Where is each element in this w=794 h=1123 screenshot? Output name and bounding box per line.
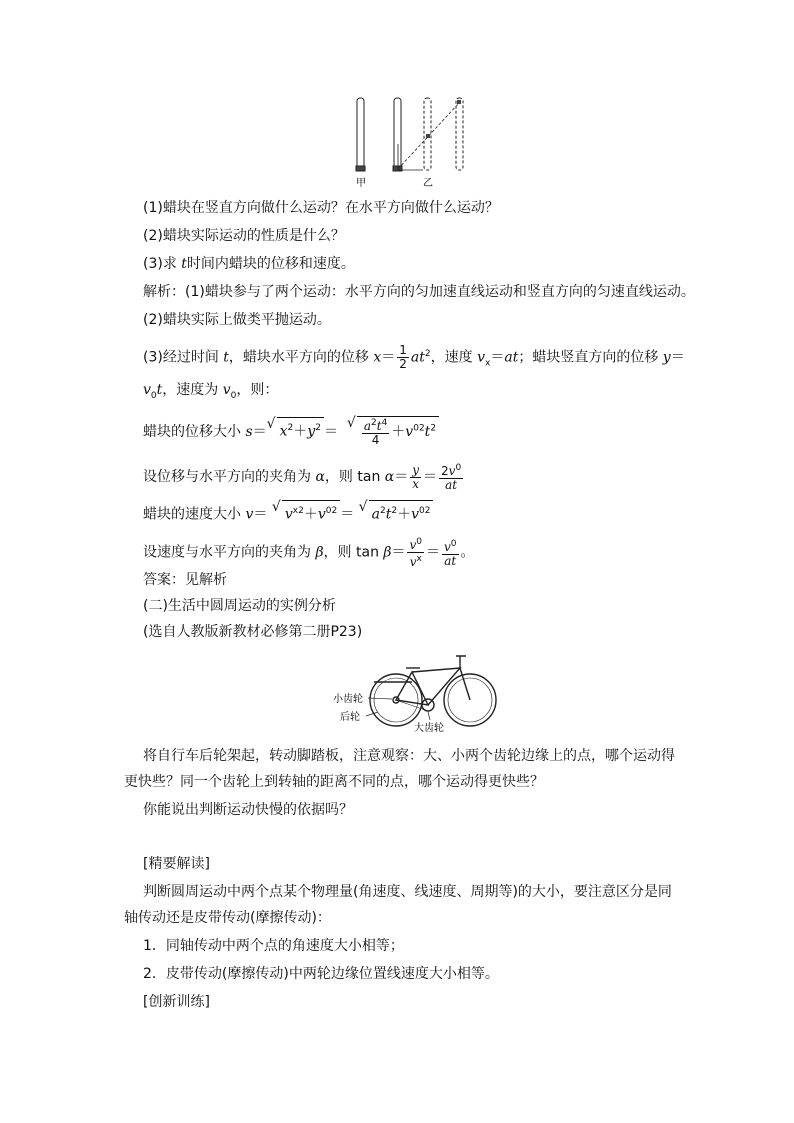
paragraph-3-line2: 轴传动还是皮带传动(摩擦传动)： [124,910,331,926]
section-2-title: (二)生活中圆周运动的实例分析 [143,598,336,614]
analysis-2: (2)蜡块实际上做类平抛运动。 [143,312,331,328]
velocity-angle: 设速度与水平方向的夹角为 β，则 tan β＝ $\frac{v^0}{v^x}$ ＝ $\frac{v^0}{at}$ 。 [143,537,475,569]
label-big-gear: 大齿轮 [414,723,444,734]
list-item-2: 2．皮带传动(摩擦传动)中两轮边缘位置线速度大小相等。 [143,966,499,982]
bicycle-figure [330,650,500,736]
question-1: (1)蜡块在竖直方向做什么运动？在水平方向做什么运动？ [143,200,499,216]
paragraph-3-line1: 判断圆周运动中两个点某个物理量(角速度、线速度、周期等)的大小，要注意区分是同 [143,884,672,900]
heading-chuangxin-xunlian: [创新训练] [143,994,210,1010]
section-2-source: (选自人教版新教材必修第二册P23) [143,624,363,640]
answer-line: 答案：见解析 [143,572,227,588]
label-rear-wheel: 后轮 [340,712,360,723]
label-small-gear: 小齿轮 [333,694,363,705]
question-3: (3)求 t时间内蜡块的位移和速度。 [143,256,355,272]
label-yi: 乙 [423,178,433,189]
analysis-3-line2: $v_0t$，速度为 $v_0$，则： [143,382,279,401]
displacement-angle: 设位移与水平方向的夹角为 α，则 tan α＝ $\frac{y}{x}$ ＝ $\frac{2v^0}{at}$ [143,462,462,492]
paragraph-2: 你能说出判断运动快慢的依据吗？ [143,802,353,818]
paragraph-1-line1: 将自行车后轮架起，转动脚踏板，注意观察：大、小两个齿轮边缘上的点，哪个运动得 [143,748,675,764]
question-2: (2)蜡块实际运动的性质是什么？ [143,228,345,244]
analysis-1: 解析：(1)蜡块参与了两个运动：水平方向的匀加速直线运动和竖直方向的匀速直线运动。 [143,284,695,300]
paragraph-1-line2: 更快些？同一个齿轮上到转轴的距离不同的点，哪个运动得更快些？ [124,774,544,790]
tube-figure [345,94,475,194]
velocity-formula: 蜡块的速度大小 v＝ √ $v^{x2}+v^{02}$ ＝ √ $a^2t^2+v^{02}$ [143,500,433,525]
heading-jingyao-jiedu: [精要解读] [143,856,210,872]
analysis-3-line1: (3)经过时间 t，蜡块水平方向的位移 x＝ $\frac{1}{2}$ $at^2$，速度 $v_x=at$；蜡块竖直方向的位移 y＝ [143,343,685,372]
tube-jia [356,98,365,171]
label-jia: 甲 [356,178,366,189]
displacement-formula: 蜡块的位移大小 s＝√ $x^2+y^2$ ＝ √ $\frac{a^2t^4}{4}$ $+v^{02}t^2$ [143,416,439,447]
tube-yi-1 [393,98,402,171]
list-item-1: 1．同轴传动中两个点的角速度大小相等； [143,938,404,954]
